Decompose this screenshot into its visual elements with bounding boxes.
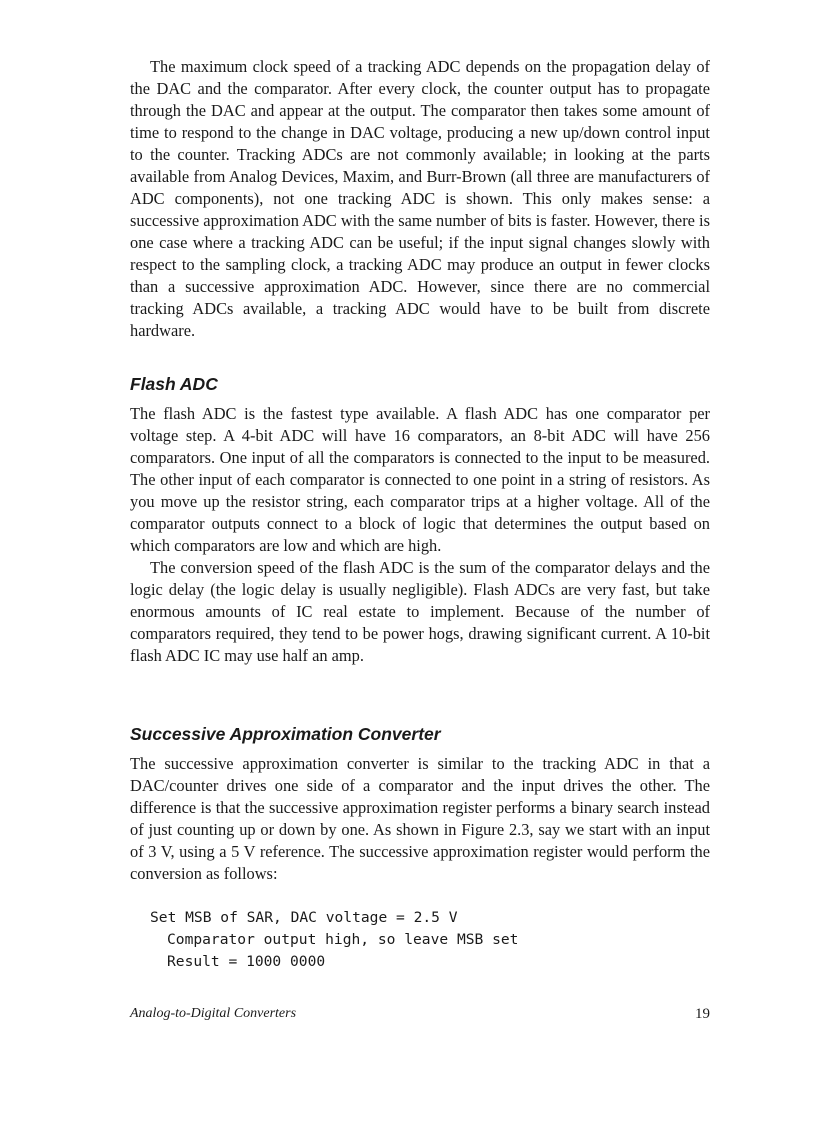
paragraph-flash-intro: The flash ADC is the fastest type available. A flash ADC has one comparator per voltage step. A 4-bit ADC will have 16 comparators, an 8-bit ADC will have 256 comparators. One input of all the comparators is connected to the input to be measured. The other input of each comparator is connected to one point in a string of resistors. As you move up the resistor string, each comparator trips at a higher voltage. All of the comparator outputs connect to a block of logic that determines the output based on which comparators are low and which are high. xyxy=(130,404,710,555)
paragraph-sar-intro: The successive approximation converter is similar to the tracking ADC in that a DAC/counter drives one side of a comparator and the input drives the other. The difference is that the successive approximation register performs a binary search instead of just counting up or down by one. As shown in Figure 2.3, say we start with an input of 3 V, using a 5 V reference. The successive approximation register would perform the conversion as follows: xyxy=(130,754,710,883)
paragraph-tracking-speed: The maximum clock speed of a tracking ADC depends on the propagation delay of the DAC and the comparator. After every clock, the counter output has to propagate through the DAC and appear at the output. The comparator then takes some amount of time to respond to the change in DAC voltage, producing a new up/down control input to the counter. Tracking ADCs are not commonly available; in looking at the parts available from Analog Devices, Maxim, and Burr-Brown (all three are manufacturers of ADC components), not one tracking ADC is shown. This only makes sense: a successive approximation ADC with the same number of bits is faster. However, there is one case where a tracking ADC can be useful; if the input signal changes slowly with respect to the sampling clock, a tracking ADC may produce an output in fewer clocks than a successive approximation ADC. However, since there are no commercial tracking ADCs available, a tracking ADC would have to be built from discrete hardware. xyxy=(130,57,710,340)
tracking-adc-section xyxy=(130,56,710,342)
running-footer-chapter: Analog-to-Digital Converters xyxy=(130,1006,297,1021)
sar-section xyxy=(130,753,710,885)
code-line-comparator: Comparator output high, so leave MSB set xyxy=(167,931,519,948)
sar-steps-code xyxy=(150,907,710,973)
code-line-result: Result = 1000 0000 xyxy=(167,953,326,970)
sar-heading: Successive Approximation Converter xyxy=(130,724,441,744)
flash-adc-section xyxy=(130,403,710,667)
page-number: 19 xyxy=(695,1006,710,1022)
code-line-set-msb: Set MSB of SAR, DAC voltage = 2.5 V xyxy=(150,909,458,926)
paragraph-flash-speed: The conversion speed of the flash ADC is the sum of the comparator delays and the logic delay (the logic delay is usually negligible). Flash ADCs are very fast, but take enormous amounts of IC real estate to implement. Because of the number of comparators required, they tend to be power hogs, drawing significant current. A 10-bit flash ADC IC may use half an amp. xyxy=(130,558,710,665)
flash-adc-heading: Flash ADC xyxy=(130,374,218,394)
sar-heading-wrap xyxy=(130,723,710,745)
flash-adc-heading-wrap xyxy=(130,373,710,395)
